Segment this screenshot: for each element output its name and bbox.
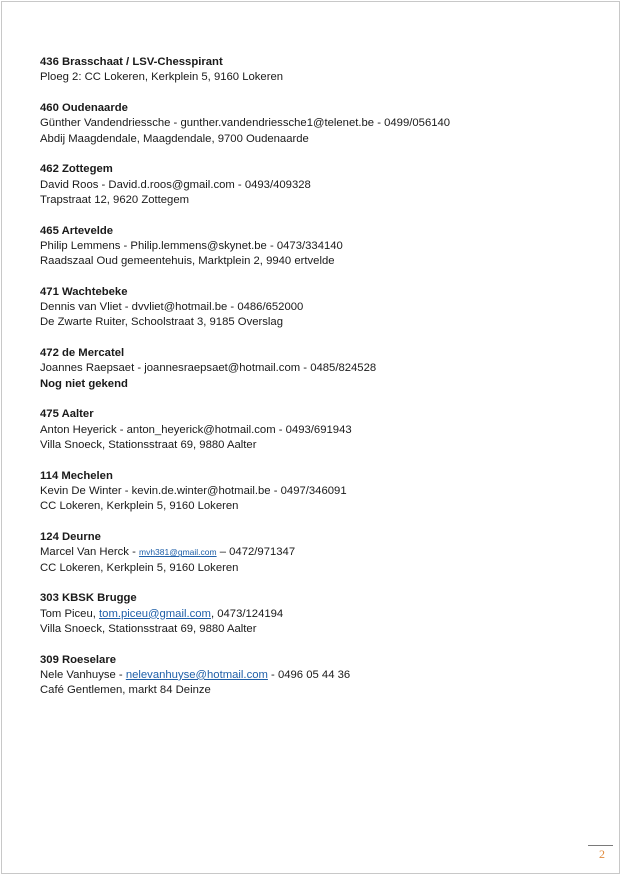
club-address: Abdij Maagdendale, Maagdendale, 9700 Oudenaarde	[40, 132, 309, 145]
club-contact: Kevin De Winter - kevin.de.winter@hotmail.be - 0497/346091	[40, 484, 347, 497]
club-contact	[40, 545, 580, 560]
club-address: Nog niet gekend	[40, 377, 128, 390]
club-entry-436	[40, 55, 580, 86]
club-contact: Günther Vandendriessche - gunther.vandendriessche1@telenet.be - 0499/056140	[40, 117, 451, 130]
club-entry-114	[40, 469, 580, 515]
club-title: 460 Oudenaarde	[40, 101, 128, 114]
contact-phone: – 0472/971347	[216, 546, 296, 559]
club-contact: Philip Lemmens - Philip.lemmens@skynet.be - 0473/334140	[40, 239, 343, 252]
club-title: 436 Brasschaat / LSV-Chesspirant	[40, 56, 223, 68]
club-entry-303	[40, 591, 580, 637]
club-title: 114 Mechelen	[40, 469, 113, 482]
club-address: Raadszaal Oud gemeentehuis, Marktplein 2, 9940 ertvelde	[40, 255, 335, 268]
club-list	[40, 55, 580, 714]
club-title: 465 Artevelde	[40, 224, 114, 237]
club-contact	[40, 607, 580, 622]
club-title: 462 Zottegem	[40, 163, 113, 176]
club-entry-471	[40, 285, 580, 331]
club-entry-124	[40, 530, 580, 576]
club-address: Villa Snoeck, Stationsstraat 69, 9880 Aalter	[40, 622, 257, 635]
footer-divider	[588, 845, 613, 846]
club-address: Café Gentlemen, markt 84 Deinze	[40, 684, 211, 697]
club-title: 303 KBSK Brugge	[40, 592, 137, 605]
club-entry-309	[40, 653, 580, 699]
club-address: CC Lokeren, Kerkplein 5, 9160 Lokeren	[40, 561, 239, 574]
contact-name: Nele Vanhuyse -	[40, 668, 126, 681]
club-address: CC Lokeren, Kerkplein 5, 9160 Lokeren	[40, 500, 239, 513]
club-contact: Joannes Raepsaet - joannesraepsaet@hotmail.com - 0485/824528	[40, 362, 377, 375]
page-number: 2	[599, 847, 605, 861]
club-entry-460	[40, 101, 580, 147]
club-title: 124 Deurne	[40, 530, 101, 543]
club-title: 471 Wachtebeke	[40, 285, 128, 298]
club-address: Trapstraat 12, 9620 Zottegem	[40, 193, 190, 206]
club-contact	[40, 668, 580, 683]
contact-phone: - 0496 05 44 36	[267, 668, 351, 681]
club-address: Ploeg 2: CC Lokeren, Kerkplein 5, 9160 Lokeren	[40, 71, 284, 84]
contact-name: Marcel Van Herck -	[40, 546, 139, 559]
club-entry-472	[40, 346, 580, 392]
club-entry-475	[40, 407, 580, 453]
contact-name: Tom Piceu,	[40, 607, 100, 620]
document-page	[1, 1, 620, 874]
email-link[interactable]: tom.piceu@gmail.com	[99, 607, 211, 620]
club-contact: David Roos - David.d.roos@gmail.com - 0493/409328	[40, 178, 311, 191]
club-title: 475 Aalter	[40, 408, 94, 421]
club-title: 472 de Mercatel	[40, 347, 125, 360]
email-link[interactable]: nelevanhuyse@hotmail.com	[125, 668, 268, 681]
club-contact: Anton Heyerick - anton_heyerick@hotmail.com - 0493/691943	[40, 423, 352, 436]
email-link[interactable]: mvh381@gmail.com	[138, 547, 217, 558]
club-entry-462	[40, 162, 580, 208]
club-entry-465	[40, 224, 580, 270]
club-contact: Dennis van Vliet - dvvliet@hotmail.be - 0486/652000	[40, 301, 304, 314]
club-title: 309 Roeselare	[40, 653, 116, 666]
contact-phone: , 0473/124194	[210, 607, 284, 620]
club-address: Villa Snoeck, Stationsstraat 69, 9880 Aalter	[40, 438, 257, 451]
club-address: De Zwarte Ruiter, Schoolstraat 3, 9185 Overslag	[40, 316, 283, 329]
